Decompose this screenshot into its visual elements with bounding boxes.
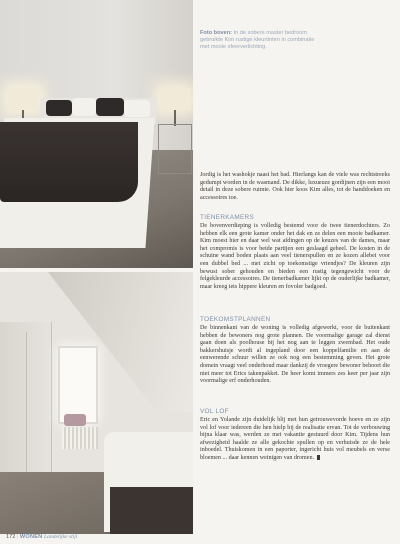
right-lamp	[160, 88, 190, 110]
section-text-tienerkamers: De bovenverdieping is volledig bestemd voor de twee tienerdochters. Zo hebben elk een grote kamer onder het dak en ze delen een mooie badkamer. Kim moest hier en daar wel wat afdingen op de keuzes van de dames, maar het compromis is voor beide partijen een geslaagd geheel. De kosten in de schuine wand boden plaats aan veel tienerspullen en ze kozen allebei voor een dubbel bed ... met zicht op toekomstige vriendjes? De kleuren zijn bewust sober gehouden en bieden een rustig tegengewicht voor de felgekleurde accessoires. De tienerbadkamer lijkt op de ouderlijke badkamer, maar kreeg iets hippere kleuren en fovoler badgoed.	[200, 223, 390, 290]
dark-bed-throw	[0, 122, 138, 202]
pink-cushion	[64, 414, 86, 426]
white-pillow	[72, 98, 96, 116]
section-text-vol-lof	[200, 417, 390, 463]
section-heading-vol-lof: VOL LOF	[200, 408, 229, 415]
master-bedroom-photo	[0, 0, 193, 268]
dark-pillow	[46, 100, 72, 116]
attic-window	[58, 346, 98, 424]
section-text-toekomstplannen: De binnenkant van de woning is volledig afgewerkt, voor de buitenkant hebben de bewoners nog grote plannen. De voormalige garage zal dienst gaan doen als poolhouse bij het nog aan te leggen zwembad. Het oude bakkershuisje wordt al ingepland door een koppelfamilie en aan de eenwerende schuur willen ze ook nog een bestemming geven. Het grote domein vraagt veel onderhoud maar dankzij de vroegere bewoner behoort die niet meer tot Erics takenpakket. De heer komt immers zes keer per jaar zijn voormalige erf onderhouden.	[200, 325, 390, 385]
white-pillow	[124, 100, 150, 117]
end-of-article-mark	[317, 455, 320, 460]
magazine-name: WONEN	[19, 534, 43, 540]
attic-bed-base	[110, 487, 193, 534]
page-folio	[6, 534, 77, 540]
caption-text: In de sobere master bedroom gebruikte Kim rustige kleurtinten in combinatie met mooie sfeerverlichting.	[200, 30, 315, 51]
intro-paragraph: Jordig is het washokje naast het bad. Hierlangs kan de viele was rechtstreeks gedumpt worden in de wasmand. De dikke, luxueuze gordijnen zijn een mooi detail in deze sobere ruimte. Ook hier koos Kim alles, tot de handdoeken en accessoires toe.	[200, 172, 390, 201]
dark-pillow	[96, 98, 124, 116]
section-heading-tienerkamers: TIENERKAMERS	[200, 214, 255, 221]
photo-caption	[200, 30, 320, 52]
section-heading-toekomstplannen: TOEKOMSTPLANNEN	[200, 316, 271, 323]
attic-bedroom-photo	[0, 272, 193, 534]
page-number: 172	[6, 534, 16, 540]
folio-divider: |	[16, 534, 19, 540]
magazine-subtitle: Landelijke stijl	[43, 534, 78, 540]
vol-lof-body: Eric en Yolande zijn duidelijk blij met hun getrouwevorde hoeve en ze zijn vol lof voor iedereen die hen hielp bij de realisatie ervan. Tot de verbouwing bijna klaar was, werden ze met vakantie gestuurd door Kim. Tijdens hun afwezigheid haalde ze alle gekochte spullen op en verhuisde ze de hele inboedel. Thuiskomen in een paporter, ingericht huis vol meubels en verse bloemen ... daar kennen weinigen van dromen.	[200, 417, 390, 461]
left-lamp	[8, 88, 38, 110]
right-bedside-table	[158, 124, 192, 174]
radiator	[62, 427, 98, 449]
caption-label: Foto boven:	[200, 30, 233, 36]
